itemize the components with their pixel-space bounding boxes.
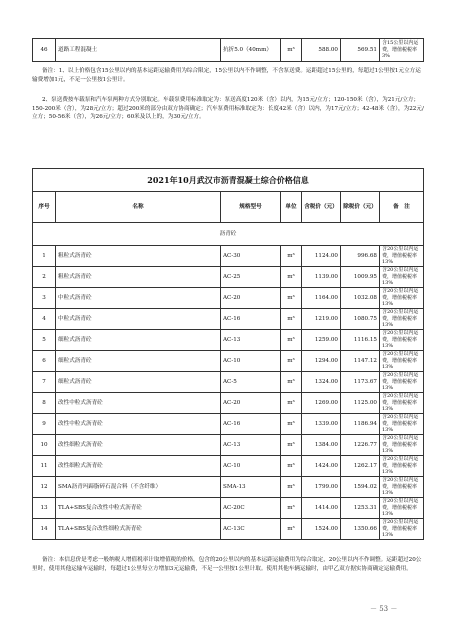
header-remark: 备 注	[380, 192, 424, 223]
row-remark: 含20公里以内运费，增值税税率13%	[380, 267, 424, 288]
row-unit: m³	[281, 435, 302, 456]
row-number: 4	[33, 309, 56, 330]
row-price-without-tax: 1594.02	[341, 477, 380, 498]
table-row	[33, 519, 424, 540]
row-number: 2	[33, 267, 56, 288]
row-unit: m³	[281, 456, 302, 477]
table-row	[33, 435, 424, 456]
row-price-without-tax: 1032.08	[341, 288, 380, 309]
table-row	[33, 309, 424, 330]
row-price-with-tax: 1799.00	[302, 477, 341, 498]
row-unit: m³	[281, 372, 302, 393]
row-unit: m³	[281, 393, 302, 414]
row-name: 改性中粒式沥青砼	[56, 414, 221, 435]
row-price-with-tax: 1424.00	[302, 456, 341, 477]
row-remark: 含20公里以内运费，增值税税率13%	[380, 309, 424, 330]
row-unit: m³	[281, 351, 302, 372]
row-spec: AC-10	[221, 351, 281, 372]
row-price-without-tax: 996.68	[341, 246, 380, 267]
row-price-with-tax: 1259.00	[302, 330, 341, 351]
row-price-without-tax: 1226.77	[341, 435, 380, 456]
header-price-with-tax: 含税价（元）	[302, 192, 341, 223]
row-spec: AC-16	[221, 414, 281, 435]
row-remark: 含20公里以内运费，增值税税率13%	[380, 435, 424, 456]
row-remark: 含20公里以内运费，增值税税率13%	[380, 456, 424, 477]
note-1: 备注：1、以上价格包含15公里以内的基本运距运输费用为综合限定，15公里以内不作调整，不含泵送费。运距超过15公里的，每超过1公里按1元立方运输费增加1元，不足一公里按1公里计。	[32, 68, 421, 83]
row-price-with-tax: 588.00	[302, 39, 341, 62]
row-price-with-tax: 1339.00	[302, 414, 341, 435]
row-price-without-tax: 569.51	[341, 39, 380, 62]
asphalt-price-table	[32, 168, 424, 540]
table-row	[33, 330, 424, 351]
header-name: 名称	[56, 192, 221, 223]
row-spec: 抗折5.0（40mm）	[221, 39, 281, 62]
row-name: TLA+SBS复合改性中粒式沥青砼	[56, 498, 221, 519]
row-number: 13	[33, 498, 56, 519]
row-price-without-tax: 1080.75	[341, 309, 380, 330]
row-remark: 含20公里以内运费，增值税税率13%	[380, 393, 424, 414]
row-price-with-tax: 1324.00	[302, 372, 341, 393]
row-number: 3	[33, 288, 56, 309]
table-row	[33, 39, 424, 62]
row-number: 11	[33, 456, 56, 477]
table-row	[33, 267, 424, 288]
row-name: 中粒式沥青砼	[56, 309, 221, 330]
row-spec: AC-20C	[221, 498, 281, 519]
row-price-with-tax: 1269.00	[302, 393, 341, 414]
row-unit: m³	[281, 330, 302, 351]
table-row	[33, 246, 424, 267]
row-number: 10	[33, 435, 56, 456]
row-number: 7	[33, 372, 56, 393]
row-number: 5	[33, 330, 56, 351]
row-name: 改性细粒式沥青砼	[56, 435, 221, 456]
row-number: 8	[33, 393, 56, 414]
row-number: 14	[33, 519, 56, 540]
row-unit: m³	[281, 39, 302, 62]
row-remark: 含20公里以内运费，增值税税率13%	[380, 414, 424, 435]
row-price-without-tax: 1009.95	[341, 267, 380, 288]
row-remark: 含20公里以内运费，增值税税率13%	[380, 477, 424, 498]
row-spec: AC-13	[221, 435, 281, 456]
row-price-without-tax: 1253.31	[341, 498, 380, 519]
row-price-without-tax: 1147.12	[341, 351, 380, 372]
row-name: 改性中粒式沥青砼	[56, 393, 221, 414]
previous-table-last-row	[32, 38, 424, 62]
table-row	[33, 351, 424, 372]
row-unit: m³	[281, 414, 302, 435]
row-price-without-tax: 1125.00	[341, 393, 380, 414]
row-spec: AC-20	[221, 393, 281, 414]
row-unit: m³	[281, 309, 302, 330]
row-number: 6	[33, 351, 56, 372]
table-row	[33, 393, 424, 414]
row-unit: m³	[281, 246, 302, 267]
row-unit: m³	[281, 519, 302, 540]
row-name: 粗粒式沥青砼	[56, 267, 221, 288]
row-spec: AC-5	[221, 372, 281, 393]
row-name: 改性细粒式沥青砼	[56, 456, 221, 477]
table-row	[33, 288, 424, 309]
header-spec: 规格型号	[221, 192, 281, 223]
row-name: 粗粒式沥青砼	[56, 246, 221, 267]
row-remark: 含20公里以内运费，增值税税率13%	[380, 246, 424, 267]
note-2: 2、泵送费按车载泵和汽车泵两种方式分别取定。车载泵费用标准取定为：泵送高度120米（含）以内，为15元/立方；120-150米（含），为21元/立方；150-200米（含），为28元/立方；超过200米的部分由双方协商确定；汽车泵费用标准取定为：长度42米（含）以内，为17元/立方；42-48米（含），为22元/立方；50-56米（含），为26元/立方；60米及以上的，为30元/立方。	[32, 97, 424, 120]
row-price-without-tax: 1116.15	[341, 330, 380, 351]
row-remark: 含20公里以内运费，增值税税率13%	[380, 330, 424, 351]
row-price-with-tax: 1164.00	[302, 288, 341, 309]
row-number: 12	[33, 477, 56, 498]
row-name: 细粒式沥青砼	[56, 351, 221, 372]
row-number: 46	[33, 39, 56, 62]
row-price-without-tax: 1186.94	[341, 414, 380, 435]
row-unit: m³	[281, 267, 302, 288]
row-unit: m³	[281, 288, 302, 309]
table-row	[33, 372, 424, 393]
row-price-without-tax: 1173.67	[341, 372, 380, 393]
row-name: 中粒式沥青砼	[56, 288, 221, 309]
footnote: 备注：本信息价是考虑一般纳税人增值税率计取增值税的价格，包含的20公里以内的基本运距运输费用为综合取定，20公里以内不作调整。运距超过20公里时，使用其他运输车运输时，每超过1公里每立方增加3元运输费，不足一公里按1公里计取。使用其他车辆运输时，由甲乙双方据实协商确定运输费用。	[32, 557, 422, 572]
table-header-row	[33, 192, 424, 223]
row-spec: AC-16	[221, 309, 281, 330]
row-remark: 含20公里以内运费，增值税税率13%	[380, 519, 424, 540]
row-price-with-tax: 1139.00	[302, 267, 341, 288]
row-remark: 含20公里以内运费，增值税税率13%	[380, 288, 424, 309]
row-price-without-tax: 1350.66	[341, 519, 380, 540]
row-price-with-tax: 1414.00	[302, 498, 341, 519]
row-remark: 含15公里以内运费，增值税税率3%	[380, 39, 424, 62]
table-row	[33, 456, 424, 477]
table-row	[33, 498, 424, 519]
page-number: － 53 －	[370, 605, 398, 613]
header-price-without-tax: 除税价（元）	[341, 192, 380, 223]
row-remark: 含20公里以内运费，增值税税率13%	[380, 372, 424, 393]
row-spec: AC-13C	[221, 519, 281, 540]
row-name: 细粒式沥青砼	[56, 330, 221, 351]
row-name: TLA+SBS复合改性细粒式沥青砼	[56, 519, 221, 540]
row-spec: AC-13	[221, 330, 281, 351]
row-price-with-tax: 1124.00	[302, 246, 341, 267]
row-number: 1	[33, 246, 56, 267]
row-spec: AC-30	[221, 246, 281, 267]
table-title: 2021年10月武汉市沥青混凝土综合价格信息	[33, 169, 424, 192]
header-unit: 单位	[281, 192, 302, 223]
row-price-with-tax: 1294.00	[302, 351, 341, 372]
row-price-with-tax: 1524.00	[302, 519, 341, 540]
row-remark: 含20公里以内运费，增值税税率13%	[380, 498, 424, 519]
row-number: 9	[33, 414, 56, 435]
row-spec: AC-25	[221, 267, 281, 288]
row-price-without-tax: 1262.17	[341, 456, 380, 477]
row-name: 道路工程混凝土	[56, 39, 221, 62]
row-unit: m³	[281, 498, 302, 519]
row-price-with-tax: 1384.00	[302, 435, 341, 456]
row-unit: m³	[281, 477, 302, 498]
row-spec: AC-10	[221, 456, 281, 477]
row-spec: AC-20	[221, 288, 281, 309]
row-remark: 含20公里以内运费，增值税税率13%	[380, 351, 424, 372]
row-price-with-tax: 1219.00	[302, 309, 341, 330]
category-label: 沥青砼	[33, 223, 424, 246]
header-no: 序号	[33, 192, 56, 223]
row-name: 细粒式沥青砼	[56, 372, 221, 393]
row-name: SMA沥青玛蹄脂碎石混合料（不含纤维）	[56, 477, 221, 498]
row-spec: SMA-13	[221, 477, 281, 498]
table-row	[33, 414, 424, 435]
table-row	[33, 477, 424, 498]
